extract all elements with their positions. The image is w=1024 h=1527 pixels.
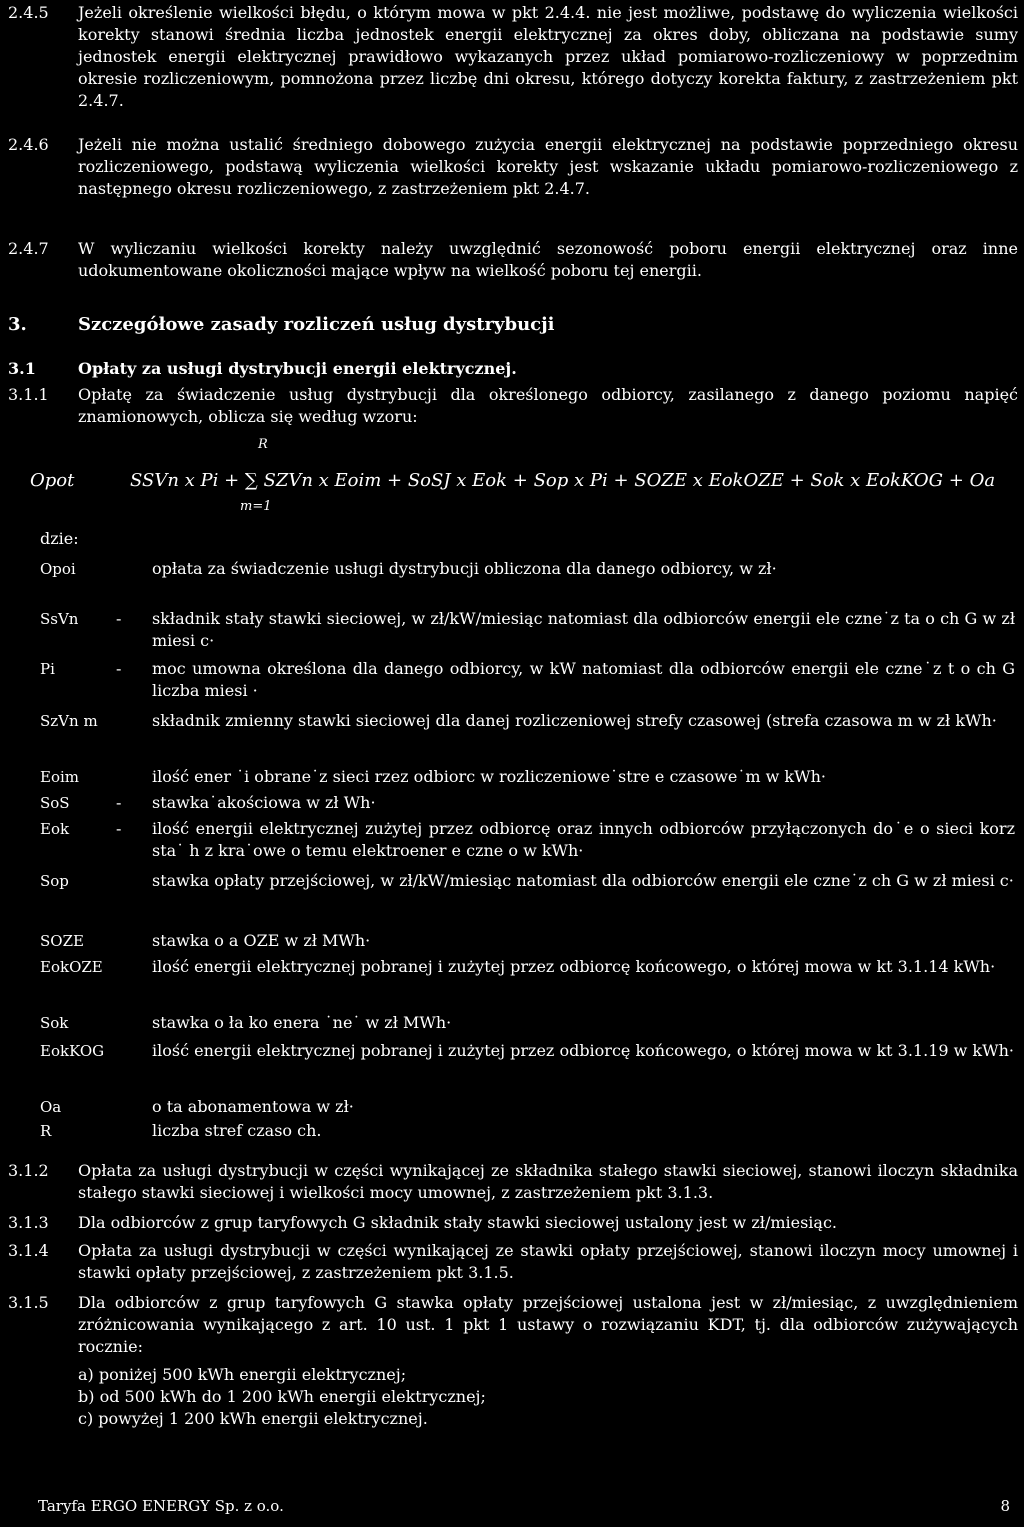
paragraph-number: 3.1.2 — [8, 1161, 49, 1180]
definition-text: składnik stały stawki sieciowej, w zł/kW/miesiąc natomiast dla odbiorców energii ele czne˙z ta o ch G w zł miesi c· — [152, 609, 1015, 650]
definition-symbol: SOZE — [40, 932, 84, 950]
definition-text: opłata za świadczenie usługi dystrybucji obliczona dla danego odbiorcy, w zł· — [152, 559, 777, 578]
definition-text: ilość ener ˙i obrane˙z sieci rzez odbiorc w rozliczeniowe˙stre e czasowe˙m w kWh· — [152, 767, 826, 786]
paragraph-2-4-6 — [8, 134, 1018, 200]
consumption-list — [78, 1364, 486, 1430]
definition-symbol: Eoim — [40, 768, 80, 786]
definition-row — [40, 1012, 1015, 1034]
definition-row — [40, 930, 1015, 952]
paragraph-text: Opłatę za świadczenie usług dystrybucji dla określonego odbiorcy, zasilanego z danego poziomu napięć znamionowych, oblicza się według wzoru: — [78, 385, 1018, 426]
definition-row — [40, 818, 1015, 862]
definitions-intro: dzie: — [40, 529, 79, 548]
definition-symbol: SsVn — [40, 610, 79, 628]
paragraph-text: Jeżeli nie można ustalić średniego dobowego zużycia energii elektrycznej na podstawie poprzedniego okresu rozliczeniowego, podstawą wyliczenia wielkości korekty jest wskazanie układu pomiarowo-rozliczeniowego z następnego okresu rozliczeniowego, z zastrzeżeniem pkt 2.4.7. — [78, 135, 1018, 198]
definition-symbol: Sok — [40, 1014, 69, 1032]
definition-text: ilość energii elektrycznej zużytej przez odbiorcę oraz innych odbiorców przyłączonych do˙e o sieci korz sta˙ h z kra˙owe o temu elektroener e czne o w kWh· — [152, 819, 1015, 860]
paragraph-text: Opłata za usługi dystrybucji w części wynikającej ze stawki opłaty przejściowej, stanowi iloczyn mocy umownej i stawki opłaty przejściowej, z zastrzeżeniem pkt 3.1.5. — [78, 1241, 1018, 1282]
definition-row — [40, 608, 1015, 652]
definition-symbol: Sop — [40, 872, 69, 890]
definition-row — [40, 1096, 1015, 1118]
definition-text: o ta abonamentowa w zł· — [152, 1097, 354, 1116]
definition-text: stawka opłaty przejściowej, w zł/kW/miesiąc natomiast dla odbiorców energii ele czne˙z ch G w zł miesi c· — [152, 871, 1014, 890]
page-number: 8 — [1000, 1497, 1010, 1515]
definition-symbol: SzVn m — [40, 712, 98, 730]
paragraph-number: 3.1.3 — [8, 1213, 49, 1232]
section-title: Szczegółowe zasady rozliczeń usług dystrybucji — [78, 314, 555, 335]
section-heading-3-1 — [8, 358, 517, 380]
section-number: 3. — [8, 314, 27, 335]
definition-symbol: R — [40, 1122, 52, 1140]
definition-text: moc umowna określona dla danego odbiorcy, w kW natomiast dla odbiorców energii ele czne˙z t o ch G liczba miesi · — [152, 659, 1015, 700]
paragraph-3-1-3 — [8, 1212, 1018, 1234]
section-title: Opłaty za usługi dystrybucji energii elektrycznej. — [78, 359, 517, 378]
definition-row — [40, 558, 1015, 580]
paragraph-text: Dla odbiorców z grup taryfowych G stawka opłaty przejściowej ustalona jest w zł/miesiąc, z uwzględnieniem zróżnicowania wynikającego z art. 10 ust. 1 pkt 1 ustawy o rozwiązaniu KDT, tj. dla odbiorców zużywających rocznie: — [78, 1293, 1018, 1356]
paragraph-text: Dla odbiorców z grup taryfowych G składnik stały stawki sieciowej ustalony jest w zł/miesiąc. — [78, 1213, 838, 1232]
definition-text: ilość energii elektrycznej pobranej i zużytej przez odbiorcę końcowego, o której mowa w kt 3.1.19 w kWh· — [152, 1041, 1014, 1060]
definition-text: ilość energii elektrycznej pobranej i zużytej przez odbiorcę końcowego, o której mowa w kt 3.1.14 kWh· — [152, 957, 996, 976]
definition-row — [40, 1120, 1015, 1142]
definition-row — [40, 1040, 1015, 1062]
list-item: b) od 500 kWh do 1 200 kWh energii elektrycznej; — [78, 1387, 486, 1406]
paragraph-3-1-5 — [8, 1292, 1018, 1358]
definition-symbol: Pi — [40, 660, 55, 678]
list-item: a) poniżej 500 kWh energii elektrycznej; — [78, 1365, 407, 1384]
definition-dash: - — [116, 793, 122, 812]
paragraph-3-1-4 — [8, 1240, 1018, 1284]
paragraph-text: Jeżeli określenie wielkości błędu, o którym mowa w pkt 2.4.4. nie jest możliwe, podstawę do wyliczenia wielkości korekty stanowi średnia liczba jednostek energii elektrycznej za okres doby, obliczana na podstawie sumy jednostek energii elektrycznej prawidłowo wykazanych przez układ pomiarowo-rozliczeniowy w poprzednim okresie rozliczeniowym, pomnożona przez liczbę dni okresu, którego dotyczy korekta faktury, z zastrzeżeniem pkt 2.4.7. — [78, 3, 1018, 110]
definition-symbol: Oa — [40, 1098, 62, 1116]
paragraph-2-4-7 — [8, 238, 1018, 282]
definition-dash: - — [116, 659, 122, 678]
section-number: 3.1 — [8, 359, 36, 378]
paragraph-number: 2.4.7 — [8, 239, 49, 258]
formula-rhs: SSVn x Pi + ∑ SZVn x Eoim + SoSJ x Eok + Sop x Pi + SOZE x EokOZE + Sok x EokKOG + Oa — [130, 470, 996, 491]
paragraph-number: 2.4.6 — [8, 135, 49, 154]
definition-row — [40, 870, 1015, 892]
definition-text: stawka˙akościowa w zł Wh· — [152, 793, 376, 812]
paragraph-text: Opłata za usługi dystrybucji w części wynikającej ze składnika stałego stawki sieciowej, stanowi iloczyn składnika stałego stawki sieciowej i wielkości mocy umownej, z zastrzeżeniem pkt 3.1.3. — [78, 1161, 1018, 1202]
list-item: c) powyżej 1 200 kWh energii elektrycznej. — [78, 1409, 428, 1428]
definition-row — [40, 792, 1015, 814]
paragraph-3-1-1 — [8, 384, 1018, 428]
definition-symbol: EokKOG — [40, 1042, 105, 1060]
paragraph-number: 3.1.4 — [8, 1241, 49, 1260]
definition-dash: - — [116, 609, 122, 628]
sum-lower-limit: m=1 — [240, 499, 272, 514]
definition-text: stawka o a OZE w zł MWh· — [152, 931, 371, 950]
definition-symbol: Eok — [40, 820, 70, 838]
definition-row — [40, 658, 1015, 702]
tariff-formula — [30, 437, 1020, 518]
footer-company: Taryfa ERGO ENERGY Sp. z o.o. — [38, 1497, 284, 1515]
definition-symbol: EokOZE — [40, 958, 103, 976]
formula-lhs: Opot — [30, 470, 75, 491]
paragraph-2-4-5 — [8, 2, 1018, 112]
definition-text: stawka o ła ko enera ˙ne˙ w zł MWh· — [152, 1013, 452, 1032]
definition-row — [40, 956, 1015, 978]
definition-symbol: Opoi — [40, 560, 76, 578]
paragraph-number: 2.4.5 — [8, 3, 49, 22]
definition-row — [40, 710, 1015, 732]
definition-dash: - — [116, 819, 122, 838]
paragraph-text: W wyliczaniu wielkości korekty należy uwzględnić sezonowość poboru energii elektrycznej oraz inne udokumentowane okoliczności mające wpływ na wielkość poboru tej energii. — [78, 239, 1018, 280]
sum-upper-limit: R — [258, 437, 268, 452]
definition-text: liczba stref czaso ch. — [152, 1121, 322, 1140]
paragraph-number: 3.1.5 — [8, 1293, 49, 1312]
definition-symbol: SoS — [40, 794, 70, 812]
section-heading-3 — [8, 314, 554, 336]
definition-text: składnik zmienny stawki sieciowej dla danej rozliczeniowej strefy czasowej (strefa czasowa m w zł kWh· — [152, 711, 997, 730]
paragraph-number: 3.1.1 — [8, 385, 49, 404]
definition-row — [40, 766, 1015, 788]
paragraph-3-1-2 — [8, 1160, 1018, 1204]
